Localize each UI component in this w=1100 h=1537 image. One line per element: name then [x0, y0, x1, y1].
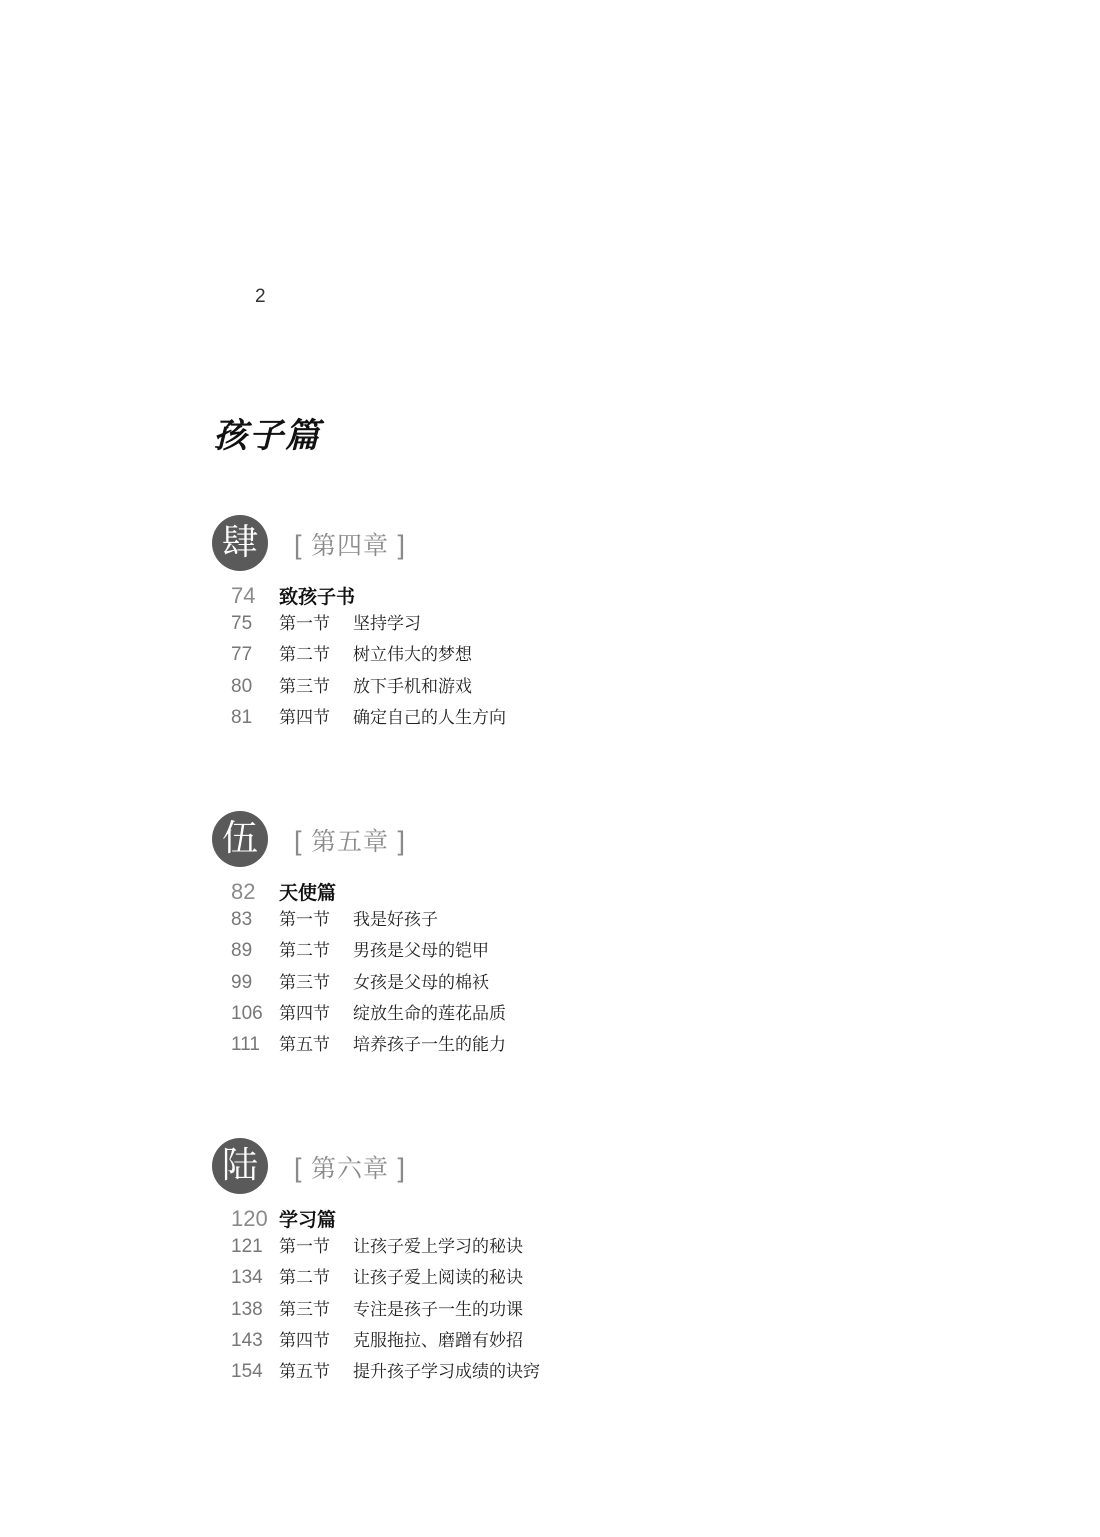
toc-entry[interactable] [212, 970, 732, 1001]
toc-section-label: 第一节 [279, 910, 330, 930]
toc-page-number: 80 [231, 675, 253, 697]
toc-entry-title: 女孩是父母的棉袄 [353, 972, 489, 993]
chapter-label-text: 第四章 [311, 531, 390, 560]
toc-section-label: 第四节 [279, 707, 330, 728]
chapter-4 [212, 515, 732, 736]
toc-page-number: 120 [231, 1206, 268, 1231]
toc-entry[interactable] [212, 907, 732, 938]
toc-entry[interactable] [212, 1297, 732, 1328]
chapter-6 [212, 1138, 732, 1390]
toc-page-number: 99 [231, 971, 253, 993]
toc-entry-title: 克服拖拉、磨蹭有妙招 [353, 1330, 523, 1351]
toc-page-number: 77 [231, 644, 253, 666]
toc-section-label: 第三节 [279, 972, 330, 993]
toc-entry[interactable] [212, 1032, 732, 1063]
toc-lead-entry[interactable] [212, 879, 732, 907]
toc-entry-title: 提升孩子学习成绩的诀窍 [353, 1362, 540, 1383]
toc-page-number: 83 [231, 909, 253, 930]
toc-entry-title: 我是好孩子 [353, 910, 438, 930]
chapter-label: [ 第五章 ] [294, 826, 407, 856]
toc-list [212, 879, 732, 1063]
chapter-label-text: 第六章 [311, 1154, 390, 1183]
chapter-header [212, 1138, 732, 1194]
toc-lead-title: 致孩子书 [279, 586, 356, 608]
toc-lead-title: 学习篇 [279, 1209, 337, 1231]
part-title: 孩子篇 [213, 416, 321, 456]
toc-entry[interactable] [212, 1001, 732, 1032]
toc-entry[interactable] [212, 642, 732, 673]
toc-entry-title: 让孩子爱上学习的秘诀 [353, 1237, 523, 1257]
toc-entry-title: 绽放生命的莲花品质 [353, 1003, 506, 1024]
toc-page-number: 138 [231, 1298, 263, 1320]
toc-section-label: 第三节 [279, 676, 330, 697]
toc-entry[interactable] [212, 674, 732, 705]
toc-entry-title: 坚持学习 [353, 614, 421, 634]
toc-section-label: 第一节 [279, 614, 330, 634]
toc-entry-title: 男孩是父母的铠甲 [353, 941, 489, 962]
toc-page-number: 154 [231, 1361, 263, 1383]
toc-section-label: 第一节 [279, 1237, 330, 1257]
toc-entry[interactable] [212, 938, 732, 969]
chapter-label-text: 第五章 [311, 827, 390, 856]
toc-entry-title: 确定自己的人生方向 [353, 707, 506, 728]
toc-page-number: 74 [231, 583, 256, 608]
toc-section-label: 第二节 [279, 1268, 330, 1289]
toc-lead-entry[interactable] [212, 583, 732, 611]
toc-section-label: 第二节 [279, 645, 330, 666]
toc-entry[interactable] [212, 1328, 732, 1359]
toc-lead-entry[interactable] [212, 1206, 732, 1234]
toc-entry-title: 让孩子爱上阅读的秘诀 [353, 1268, 523, 1289]
toc-page-number: 89 [231, 940, 253, 962]
toc-entry[interactable] [212, 705, 732, 736]
chapter-badge: 陆 [212, 1138, 268, 1194]
toc-lead-title: 天使篇 [279, 882, 337, 904]
toc-entry-title: 放下手机和游戏 [353, 676, 472, 697]
toc-entry[interactable] [212, 611, 732, 642]
chapter-badge: 肆 [212, 515, 268, 571]
toc-section-label: 第二节 [279, 941, 330, 962]
toc-entry-title: 培养孩子一生的能力 [353, 1035, 506, 1056]
chapter-label: [ 第六章 ] [294, 1153, 407, 1183]
toc-entry[interactable] [212, 1265, 732, 1296]
chapter-header [212, 515, 732, 571]
toc-entry-title: 树立伟大的梦想 [353, 645, 472, 666]
toc-entry-title: 专注是孩子一生的功课 [353, 1299, 523, 1320]
toc-page-number: 121 [231, 1236, 263, 1257]
toc-section-label: 第四节 [279, 1003, 330, 1024]
chapter-badge: 伍 [212, 811, 268, 867]
toc-section-label: 第三节 [279, 1299, 330, 1320]
toc-page-number: 106 [231, 1002, 263, 1024]
toc-list [212, 583, 732, 736]
toc-section-label: 第五节 [279, 1362, 330, 1383]
toc-page-number: 111 [231, 1034, 260, 1056]
toc-list [212, 1206, 732, 1390]
chapter-label: [ 第四章 ] [294, 530, 407, 560]
toc-page-number: 143 [231, 1329, 263, 1351]
toc-page-number: 81 [231, 706, 253, 728]
chapter-5 [212, 811, 732, 1063]
toc-page-number: 82 [231, 879, 256, 904]
toc-section-label: 第四节 [279, 1330, 330, 1351]
chapter-header [212, 811, 732, 867]
toc-entry[interactable] [212, 1234, 732, 1265]
toc-section-label: 第五节 [279, 1035, 330, 1056]
toc-page-number: 134 [231, 1267, 263, 1289]
toc-entry[interactable] [212, 1359, 732, 1390]
page-number: 2 [255, 286, 266, 307]
toc-page-number: 75 [231, 613, 253, 634]
